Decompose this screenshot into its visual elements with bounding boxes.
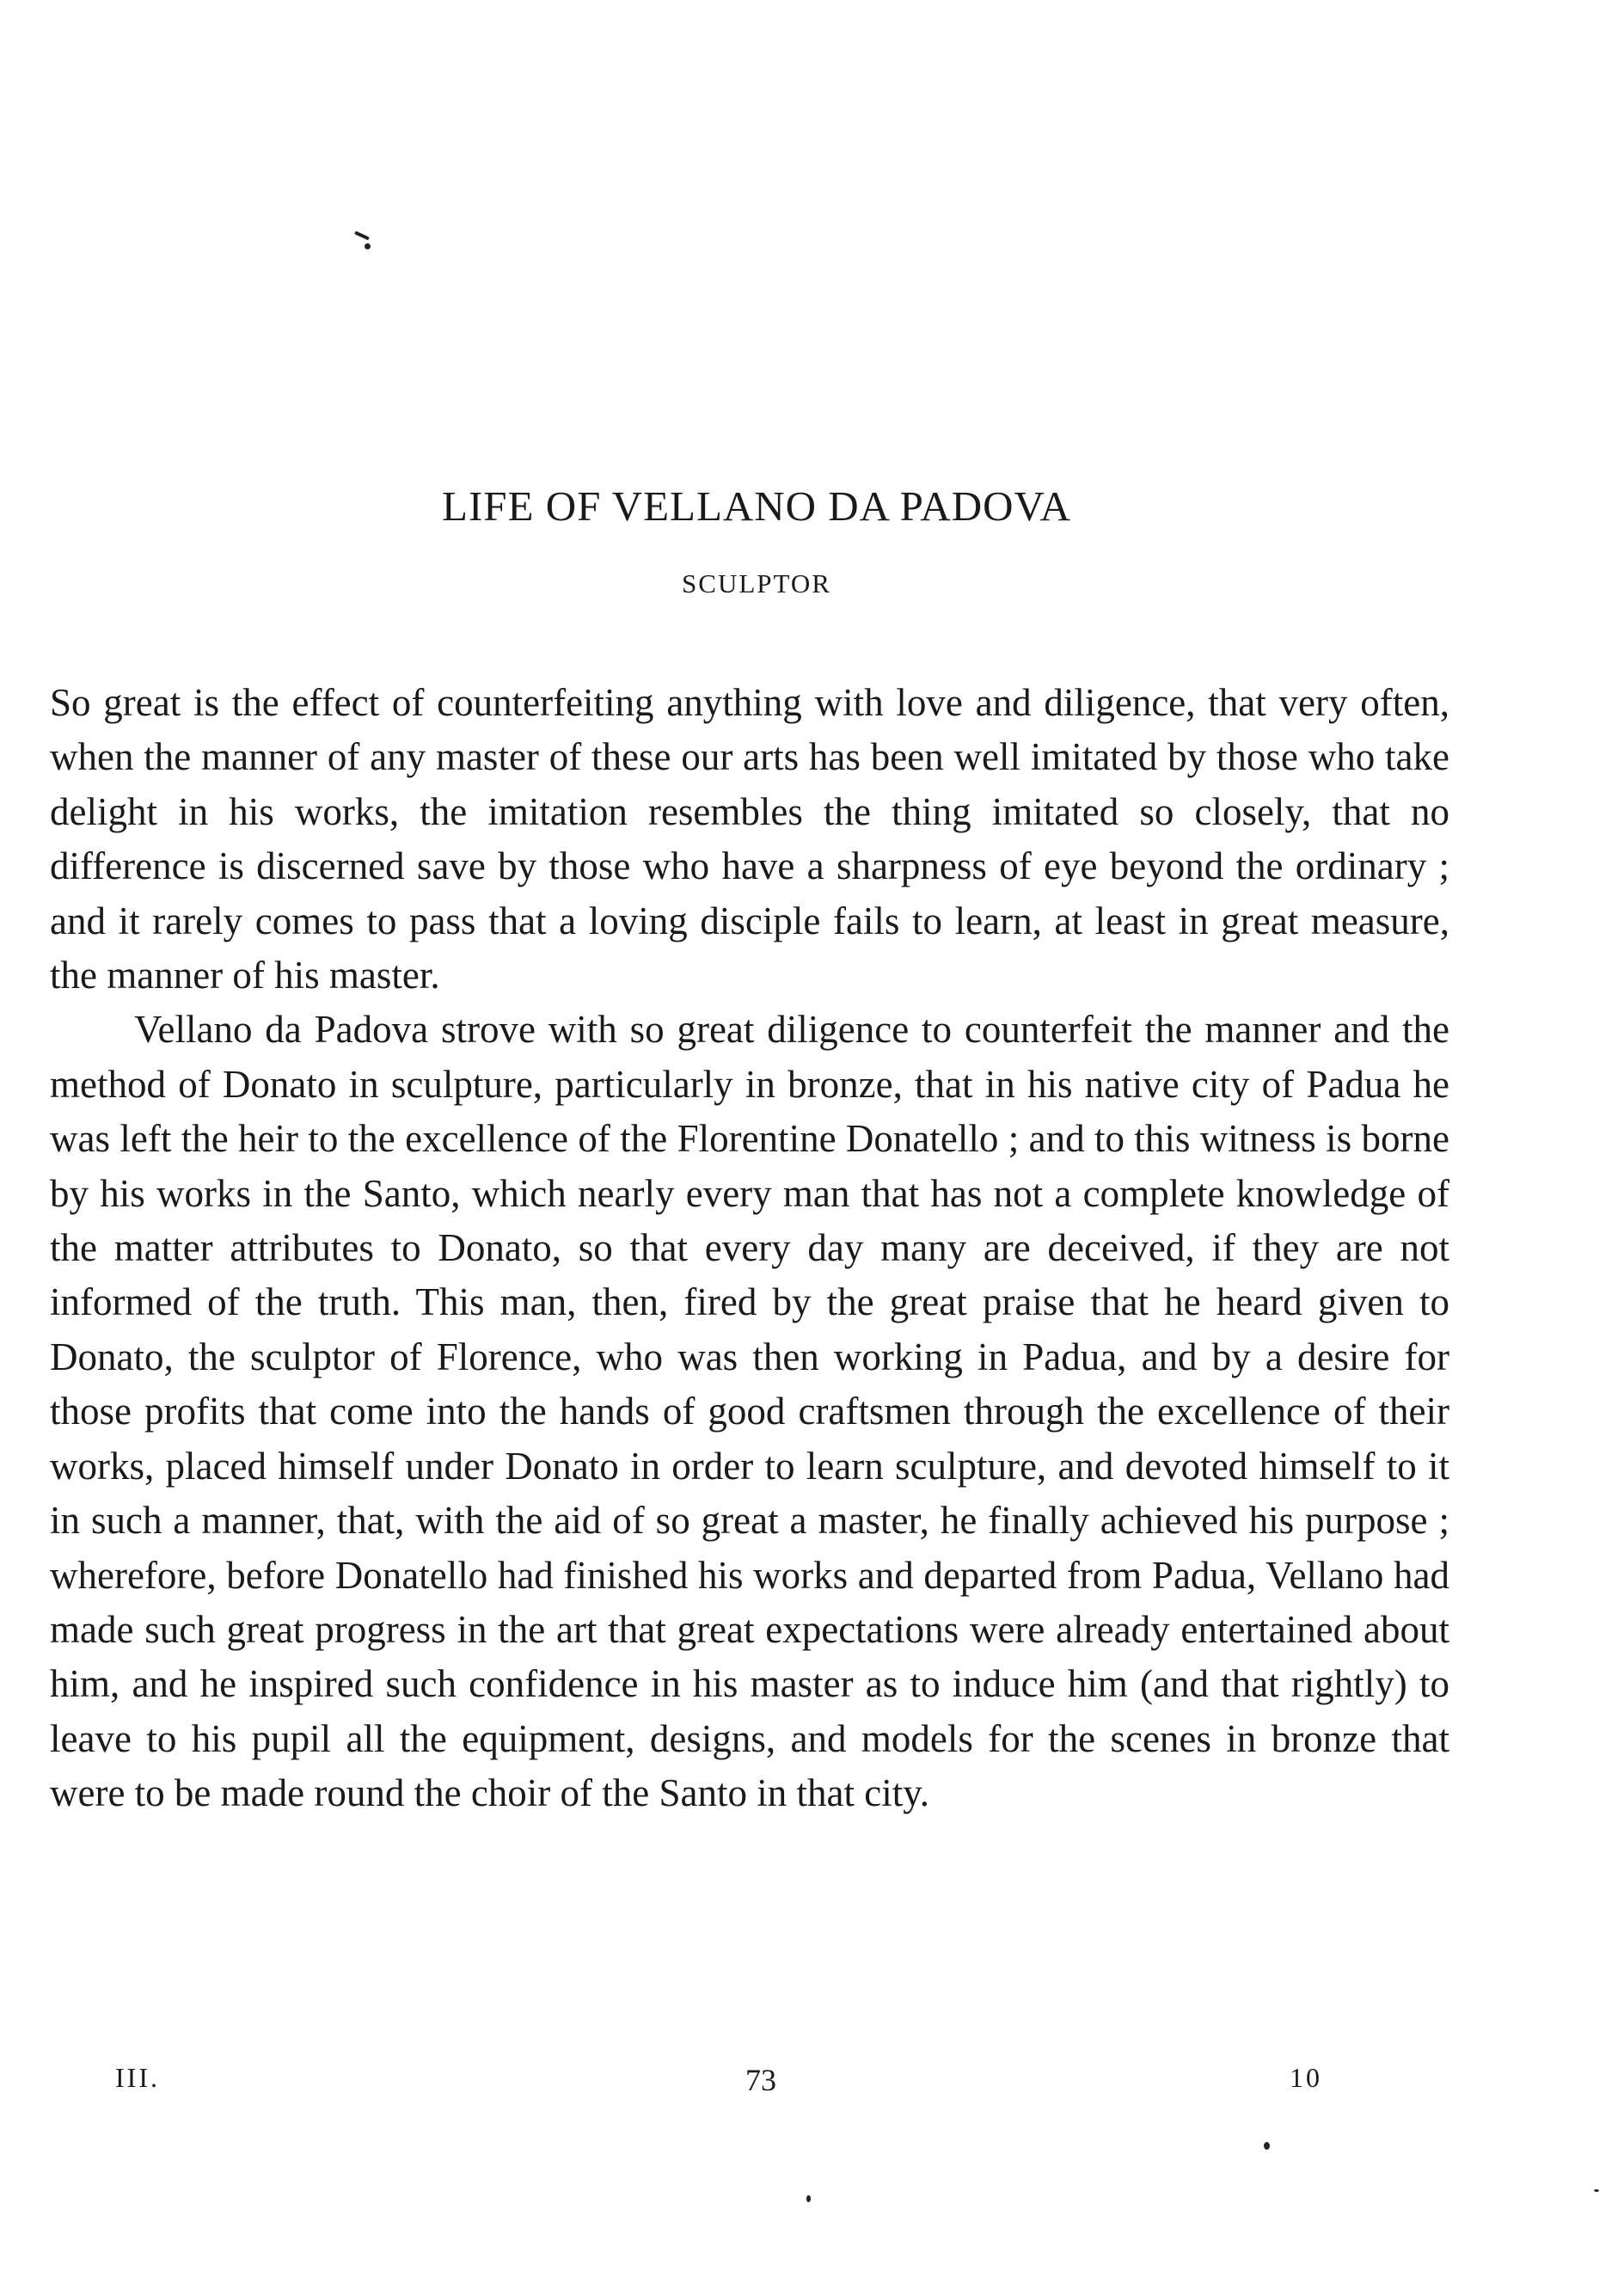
- body-text: [50, 676, 1449, 1821]
- paragraph: Vellano da Padova strove with so great diligence to counterfeit the manner and the method of Donato in sculpture, particularly in bronze, that in his native city of Padua he was left the heir to the excellence of the Florentine Donatello ; and to this witness is borne by his works in the Santo, which nearly every man that has not a complete knowledge of the matter attributes to Donato, so that every day many are deceived, if they are not informed of the truth. This man, then, fired by the great praise that he heard given to Donato, the sculptor of Florence, who was then working in Padua, and by a desire for those profits that come into the hands of good craftsmen through the excellence of their works, placed himself under Donato in order to learn sculpture, and devoted himself to it in such a manner, that, with the aid of so great a master, he finally achieved his purpose ; wherefore, before Donatello had finished his works and departed from Padua, Vellano had made such great progress in the art that great expectations were already entertained about him, and he inspired such confidence in his master as to induce him (and that rightly) to leave to his pupil all the equipment, designs, and models for the scenes in bronze that were to be made round the choir of the Santo in that city.: [50, 1008, 1449, 1815]
- chapter-title: LIFE OF VELLANO DA PADOVA: [442, 482, 1071, 530]
- scan-speck: [806, 2195, 811, 2202]
- volume-number: III.: [115, 2062, 160, 2093]
- page-number: 73: [745, 2063, 776, 2097]
- scan-speck: [1264, 2142, 1270, 2150]
- scan-speck: [1594, 2189, 1599, 2192]
- scan-speck: [365, 243, 371, 249]
- signature-mark: 10: [1290, 2062, 1322, 2093]
- paragraph: So great is the effect of counterfeiting anything with love and diligence, that very often, when the manner of any master of these our arts has been well imitated by those who take delight in his works, the imitation resembles the thing imitated so closely, that no difference is discerned save by those who have a sharpness of eye beyond the ordinary ; and it rarely comes to pass that a loving disciple fails to learn, at least in great measure, the manner of his master.: [50, 681, 1449, 997]
- scan-speck: [354, 230, 370, 240]
- chapter-subtitle: SCULPTOR: [682, 568, 831, 598]
